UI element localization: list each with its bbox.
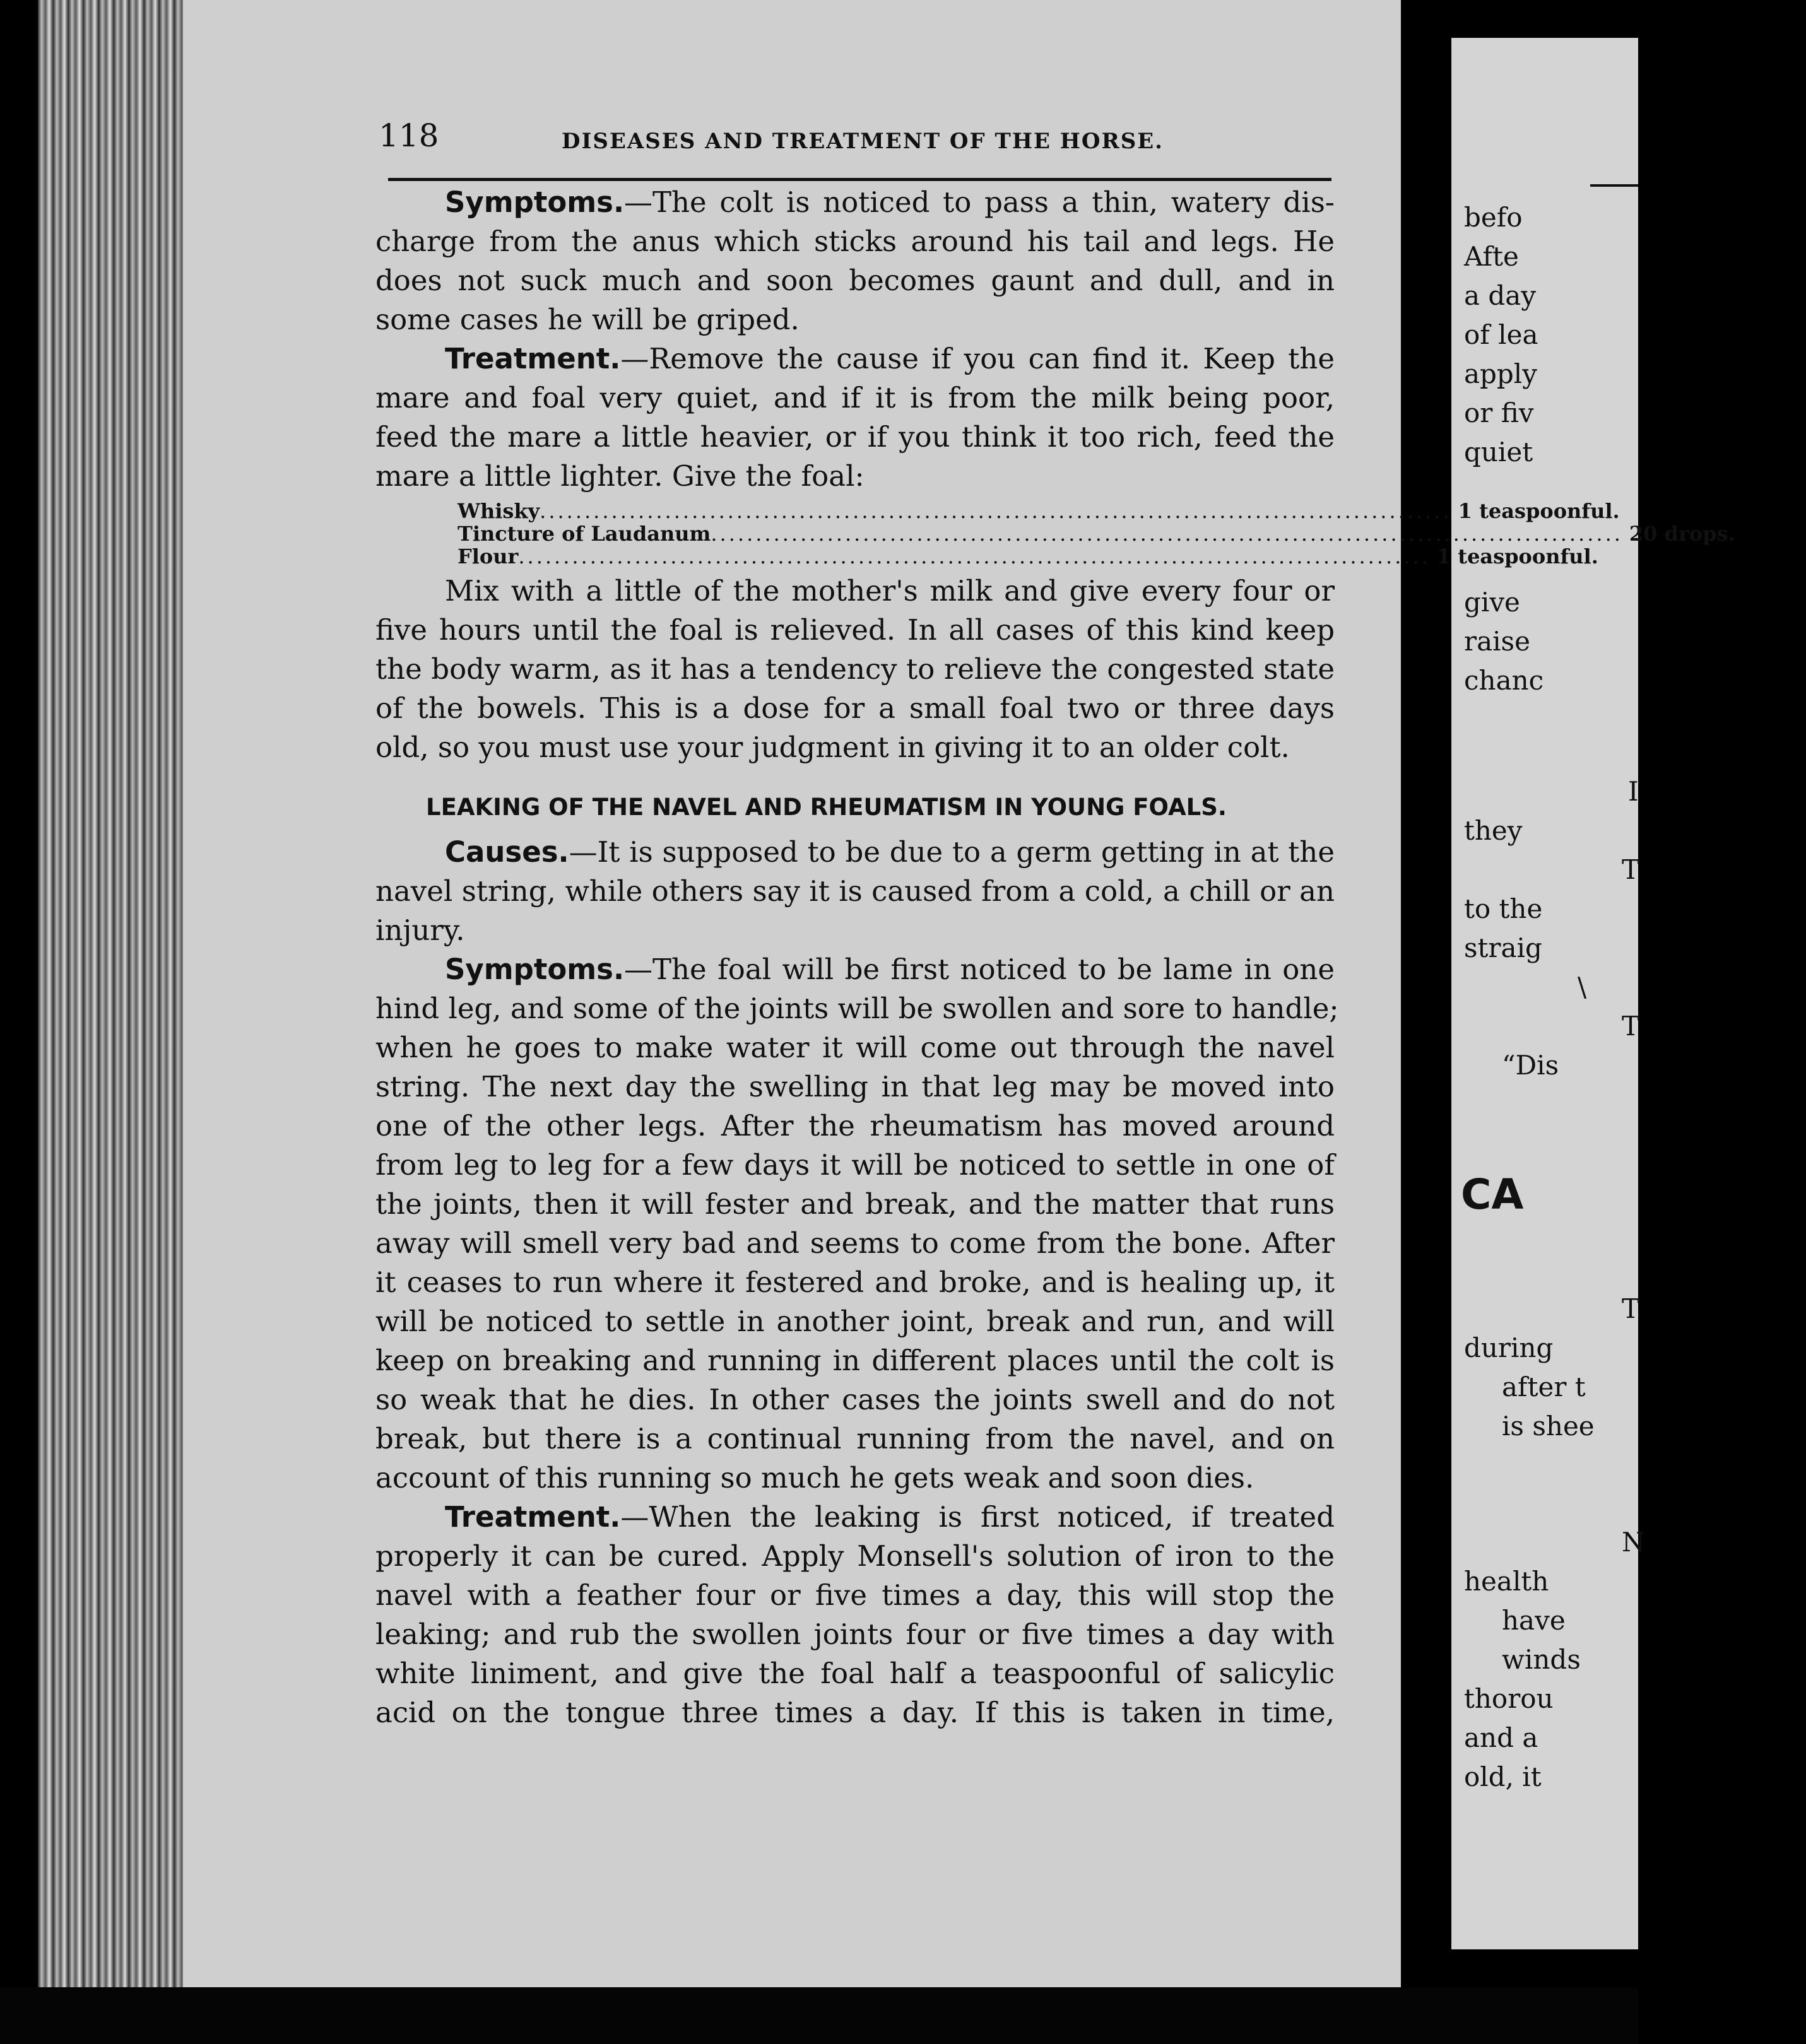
- right-page-fragment: thorou: [1464, 1683, 1554, 1714]
- running-title: DISEASES AND TREATMENT OF THE HORSE.: [562, 129, 1164, 154]
- right-page-fragment: T: [1622, 1293, 1640, 1324]
- right-page-heading-fragment: CA: [1461, 1170, 1524, 1219]
- right-page-fragment: chanc: [1464, 665, 1544, 696]
- right-page-fragment: of lea: [1464, 319, 1538, 350]
- paragraph-symptoms-1: Symptoms.—The colt is noticed to pass a thin, watery dis- charge from the anus which sticks around his tail and legs. He does not suck much and soon becomes gaunt and dull, and in some cases he will be griped.: [375, 185, 1335, 336]
- leader-dots: ......................................................................................................: [540, 499, 1452, 523]
- paragraph-label: Symptoms.: [445, 953, 625, 986]
- paragraph-label: Causes.: [445, 835, 569, 869]
- dose-ingredient: Tincture of Laudanum: [457, 522, 711, 546]
- leader-dots: ......................................................................................................: [518, 544, 1431, 568]
- right-page-fragment: quiet: [1464, 437, 1533, 467]
- right-page-fragment: straig: [1464, 932, 1542, 963]
- paragraph-label: Treatment.: [445, 1500, 621, 1534]
- right-page-fragment: or fiv: [1464, 397, 1534, 428]
- right-page-fragment: after t: [1502, 1371, 1586, 1402]
- right-page-fragment: N: [1622, 1527, 1645, 1558]
- right-page-header-rule: [1590, 184, 1638, 187]
- right-page-fragment: winds: [1502, 1644, 1581, 1675]
- paragraph-causes: Causes.—It is supposed to be due to a germ getting in at the navel string, while others say it is caused from a cold, a chill or an injury.: [375, 835, 1335, 947]
- right-page-fragment: I: [1628, 776, 1639, 807]
- right-page-fragment: a day: [1464, 280, 1537, 311]
- right-page-fragment: they: [1464, 815, 1523, 846]
- right-page-fragment: is shee: [1502, 1411, 1595, 1442]
- paragraph-treatment-2: Treatment.—When the leaking is first noticed, if treated properly it can be cured. Apply Monsell's solution of iron to the navel with a feather four or five times a day, this will stop the leaking; and rub the swollen joints four or five times a day with white liniment, and give the foal half a teaspoonful of salicylic acid on the tongue three times a day. If this is taken in time,: [375, 1500, 1335, 1729]
- right-page-fragment: befo: [1464, 202, 1523, 233]
- book-gutter: [1401, 0, 1451, 2044]
- dose-row: [457, 522, 1735, 546]
- dose-table: [457, 499, 1735, 568]
- dose-amount: 1 teaspoonful.: [1436, 544, 1598, 568]
- right-page-fragment: to the: [1464, 893, 1543, 924]
- right-page-fragment: and a: [1464, 1722, 1538, 1753]
- right-page-fragment: have: [1502, 1605, 1566, 1636]
- right-page-fragment: T: [1622, 1011, 1640, 1042]
- right-page-fragment: T: [1622, 854, 1640, 885]
- paragraph-treatment-1: Treatment.—Remove the cause if you can find it. Keep the mare and foal very quiet, and if it is from the milk being poor, feed the mare a little heavier, or if you think it too rich, feed the mare a little lighter. Give the foal:: [375, 342, 1335, 493]
- section-heading: LEAKING OF THE NAVEL AND RHEUMATISM IN YOUNG FOALS.: [426, 794, 1227, 821]
- right-page-fragment: health: [1464, 1566, 1549, 1597]
- paragraph-symptoms-2: Symptoms.—The foal will be first noticed to be lame in one hind leg, and some of the joints will be swollen and sore to handle; when he goes to make water it will come out through the navel string. The next day the swelling in that leg may be moved into one of the other legs. After the rheumatism has moved around from leg to leg for a few days it will be noticed to settle in one of the joints, then it will fester and break, and the matter that runs away will smell very bad and seems to come from the bone. After it ceases to run where it festered and broke, and is healing up, it will be noticed to settle in another joint, break and run, and will keep on breaking and running in different places until the colt is so weak that he dies. In other cases the joints swell and do not break, but there is a continual running from the navel, and on account of this running so much he gets weak and soon dies.: [375, 953, 1339, 1495]
- right-page-fragment: raise: [1464, 626, 1530, 657]
- running-header: [379, 117, 1331, 162]
- right-page-fragment: “Dis: [1502, 1050, 1559, 1081]
- paragraph-label: Symptoms.: [445, 185, 625, 219]
- dose-amount: 1 teaspoonful.: [1458, 499, 1620, 523]
- right-page-fragment: old, it: [1464, 1761, 1542, 1792]
- dose-ingredient: Whisky: [457, 499, 540, 523]
- dose-row: [457, 544, 1598, 568]
- right-page-fragment: during: [1464, 1332, 1554, 1363]
- paragraph-label: Treatment.: [445, 342, 621, 375]
- right-page-fragment: Afte: [1464, 241, 1519, 272]
- right-page-fragment: \: [1578, 972, 1587, 1002]
- page-number: 118: [379, 117, 439, 154]
- leader-dots: ......................................................................................................: [711, 522, 1623, 546]
- scan-bottom-border: [0, 1987, 1638, 2044]
- dose-row: [457, 499, 1620, 523]
- header-rule: [388, 178, 1331, 181]
- right-page-fragment: apply: [1464, 358, 1537, 389]
- dose-amount: 20 drops.: [1629, 522, 1735, 546]
- dose-ingredient: Flour: [457, 544, 519, 568]
- right-page-fragment: give: [1464, 587, 1520, 618]
- paragraph-mix-instructions: Mix with a little of the mother's milk and give every four or five hours until the foal is relieved. In all cases of this kind keep the body warm, as it has a tendency to relieve the congested state of the bowels. This is a dose for a small foal two or three days old, so you must use your judgment in giving it to an older colt.: [375, 574, 1335, 764]
